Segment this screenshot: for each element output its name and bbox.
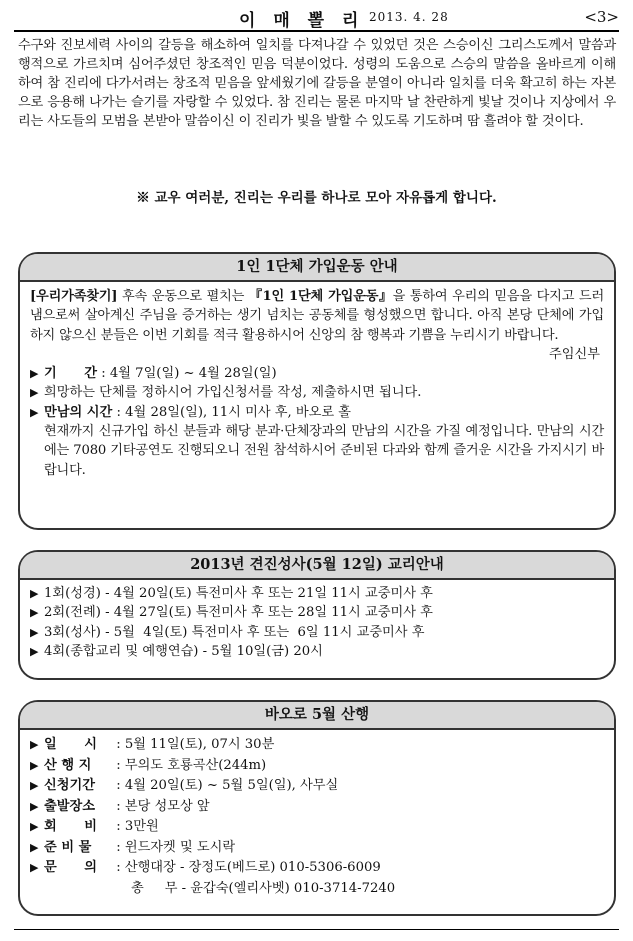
intro-notice: ※ 교우 여러분, 진리는 우리를 하나로 모아 자유롭게 합니다. <box>136 190 497 206</box>
list-item: ▶ 3회(성사) - 5월 4일(토) 특전미사 후 또는 6일 11시 교중미사 후 <box>30 623 604 642</box>
campaign-tag: [우리가족찾기] <box>30 289 118 304</box>
triangle-bullet-icon: ▶ <box>30 405 39 419</box>
footer-divider <box>14 929 619 930</box>
page-number: <3> <box>584 8 619 26</box>
box-title: 2013년 견진성사(5월 12일) 교리안내 <box>20 552 614 580</box>
triangle-bullet-icon: ▶ <box>30 606 39 620</box>
triangle-bullet-icon: ▶ <box>30 625 39 639</box>
triangle-bullet-icon: ▶ <box>30 779 39 792</box>
list-item: ▶ 4회(종합교리 및 예행연습) - 5월 10일(금) 20시 <box>30 642 604 661</box>
list-item: ▶ 신청기간 : 4월 20일(토) ~ 5월 5일(일), 사무실 <box>30 776 604 797</box>
list-item: ▶ 1회(성경) - 4월 20일(토) 특전미사 후 또는 21일 11시 교중미사 후 <box>30 584 604 603</box>
triangle-bullet-icon: ▶ <box>30 840 39 854</box>
list-item: ▶ 회 비 : 3만원 <box>30 817 604 838</box>
signature: 주임신부 <box>549 346 600 362</box>
header-divider <box>14 30 619 32</box>
meeting-detail: 현재까지 신규가입 하신 분들과 해당 분과·단체장과의 만남의 시간을 가질 예정입니다. 만남의 시간에는 7080 기타공연도 진행되오니 전원 참석하시어 준비된 다과와 함께 즐거운 시간을 가지시기 바랍니다. <box>44 424 604 478</box>
triangle-bullet-icon: ▶ <box>30 587 39 600</box>
box-title: 1인 1단체 가입운동 안내 <box>20 254 614 282</box>
list-item: ▶ 출발장소 : 본당 성모상 앞 <box>30 797 604 818</box>
triangle-bullet-icon: ▶ <box>30 758 39 772</box>
newsletter-title: 이 매 뽈 리 <box>239 11 365 31</box>
triangle-bullet-icon: ▶ <box>30 861 39 874</box>
triangle-bullet-icon: ▶ <box>30 386 39 400</box>
list-item: ▶ 만남의 시간 : 4월 28일(일), 11시 미사 후, 바오로 홀 <box>30 403 604 422</box>
intro-paragraph: 수구와 진보세력 사이의 갈등을 해소하여 일치를 다져나갈 수 있었던 것은 스승이신 그리스도께서 말씀과 행적으로 가르치며 심어주셨던 창조적인 믿음 덕분이었다. 성령의 도움으로 스승의 말씀을 올바르게 이해하여 참 진리에 다가서려는 창조적 믿음을 앞세웠기에 갈등을 분열이 아니라 일치를 더욱 확고히 하는 자본으로 응용해 나가는 슬기를 자랑할 수 있었다. 참 진리는 물론 마지막 날 찬란하게 빛날 것이나 지상에서 우리는 사도들의 모범을 본받아 말씀이신 이 진리가 빛을 발할 수 있도록 기도하며 땀 흘려야 할 것이다. <box>18 38 616 129</box>
hiking-box <box>18 700 616 916</box>
contact-secondary: 총 무 - 윤갑숙(엘리사벳) 010-3714-7240 <box>131 880 396 896</box>
triangle-bullet-icon: ▶ <box>30 367 39 381</box>
campaign-paragraph: [우리가족찾기] 후속 운동으로 펼치는 『1인 1단체 가입운동』을 통하여 우리의 믿음을 다지고 드러냄으로써 살아계신 주님을 증거하는 생기 넘치는 공동체를 형성했으면 합니다. 아직 본당 단체에 가입하지 않으신 분들은 이번 기회를 적극 활용하시어 신앙의 참 행복과 기쁨을 누리시기 바랍니다. <box>30 289 604 343</box>
list-item: ▶ 일 시 : 5월 11일(토), 07시 30분 <box>30 735 604 756</box>
page-header <box>14 4 619 31</box>
list-item: ▶ 문 의 : 산행대장 - 장정도(베드로) 010-5306-6009 <box>30 858 604 879</box>
triangle-bullet-icon: ▶ <box>30 820 39 833</box>
triangle-bullet-icon: ▶ <box>30 644 39 658</box>
confirmation-class-box <box>18 550 616 680</box>
issue-date: 2013. 4. 28 <box>369 10 449 24</box>
list-item: ▶ 기 간 : 4월 7일(일) ~ 4월 28일(일) <box>30 364 604 383</box>
list-item: ▶ 산 행 지 : 무의도 호룡곡산(244m) <box>30 756 604 777</box>
campaign-name: 『1인 1단체 가입운동』 <box>248 289 393 304</box>
list-item: ▶ 2회(전례) - 4월 27일(토) 특전미사 후 또는 28일 11시 교중미사 후 <box>30 603 604 622</box>
triangle-bullet-icon: ▶ <box>30 799 39 813</box>
membership-campaign-box <box>18 252 616 530</box>
box-title: 바오로 5월 산행 <box>20 702 614 730</box>
list-item: ▶ 준 비 물 : 윈드자켓 및 도시락 <box>30 838 604 859</box>
triangle-bullet-icon: ▶ <box>30 738 39 751</box>
list-item: ▶ 희망하는 단체를 정하시어 가입신청서를 작성, 제출하시면 됩니다. <box>30 383 604 402</box>
